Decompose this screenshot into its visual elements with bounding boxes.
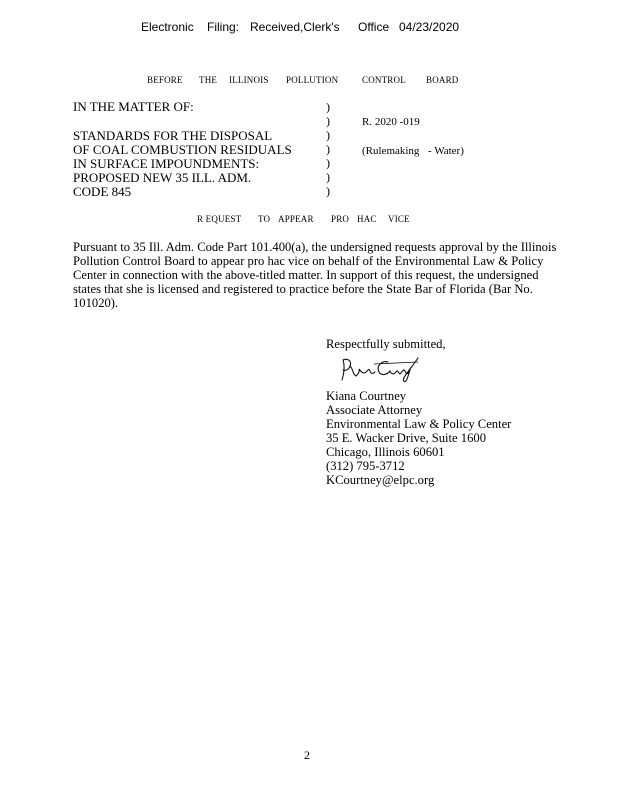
matter-caption-line: IN SURFACE IMPOUNDMENTS: xyxy=(73,156,260,171)
filing-header-received: Received,Clerk's xyxy=(250,20,340,34)
caption-paren: ) xyxy=(326,128,330,142)
body-line: states that she is licensed and registered to practice before the State Bar of Florida (Bar No. xyxy=(73,282,533,296)
filing-header-electronic: Electronic xyxy=(141,20,194,34)
board-heading-word: ILLINOIS xyxy=(229,75,269,85)
board-heading-word: CONTROL xyxy=(362,75,406,85)
case-type-water: - Water) xyxy=(428,145,464,157)
board-heading-word: POLLUTION xyxy=(286,75,339,85)
caption-paren: ) xyxy=(326,184,330,198)
request-heading-word: HAC xyxy=(357,214,377,224)
filing-header-office: Office xyxy=(358,20,390,34)
board-heading-word: BEFORE xyxy=(147,75,183,85)
page-number: 2 xyxy=(304,748,310,762)
body-line: Center in connection with the above-titled matter. In support of this request, the undersigned xyxy=(73,268,539,282)
body-line: 101020). xyxy=(73,296,119,310)
closing: Respectfully submitted, xyxy=(326,337,446,351)
signer-city: Chicago, Illinois 60601 xyxy=(326,445,445,459)
matter-caption-line: OF COAL COMBUSTION RESIDUALS xyxy=(73,142,292,157)
handwritten-signature xyxy=(338,352,422,384)
filing-header-filing: Filing: xyxy=(207,20,240,34)
matter-caption-line: CODE 845 xyxy=(73,184,132,199)
caption-paren: ) xyxy=(326,114,330,128)
request-heading-word: TO xyxy=(258,214,271,224)
matter-caption-line: STANDARDS FOR THE DISPOSAL xyxy=(73,128,273,143)
filing-header-date: 04/23/2020 xyxy=(399,20,460,34)
signer-organization: Environmental Law & Policy Center xyxy=(326,417,512,431)
request-heading-word: PRO xyxy=(331,214,350,224)
caption-paren: ) xyxy=(326,156,330,170)
body-line: Pollution Control Board to appear pro hac vice on behalf of the Environmental Law & Policy xyxy=(73,254,544,268)
board-heading-word: THE xyxy=(199,75,218,85)
matter-caption-line: PROPOSED NEW 35 ILL. ADM. xyxy=(73,170,252,185)
caption-paren: ) xyxy=(326,100,330,114)
matter-title: IN THE MATTER OF: xyxy=(73,99,194,114)
signer-title: Associate Attorney xyxy=(326,403,423,417)
case-type-rulemaking: (Rulemaking xyxy=(362,145,420,157)
request-heading-word: APPEAR xyxy=(278,214,314,224)
request-heading-word: VICE xyxy=(388,214,410,224)
signer-phone: (312) 795-3712 xyxy=(326,459,405,473)
signer-name: Kiana Courtney xyxy=(326,389,407,403)
case-number: R. 2020 -019 xyxy=(362,116,420,128)
request-heading-word: R EQUEST xyxy=(197,214,242,224)
caption-paren: ) xyxy=(326,170,330,184)
signer-email[interactable]: KCourtney@elpc.org xyxy=(326,473,435,487)
signer-address: 35 E. Wacker Drive, Suite 1600 xyxy=(326,431,486,445)
body-line: Pursuant to 35 Ill. Adm. Code Part 101.400(a), the undersigned requests approval by the Illinois xyxy=(73,240,557,254)
caption-paren: ) xyxy=(326,142,330,156)
board-heading-word: BOARD xyxy=(426,75,459,85)
